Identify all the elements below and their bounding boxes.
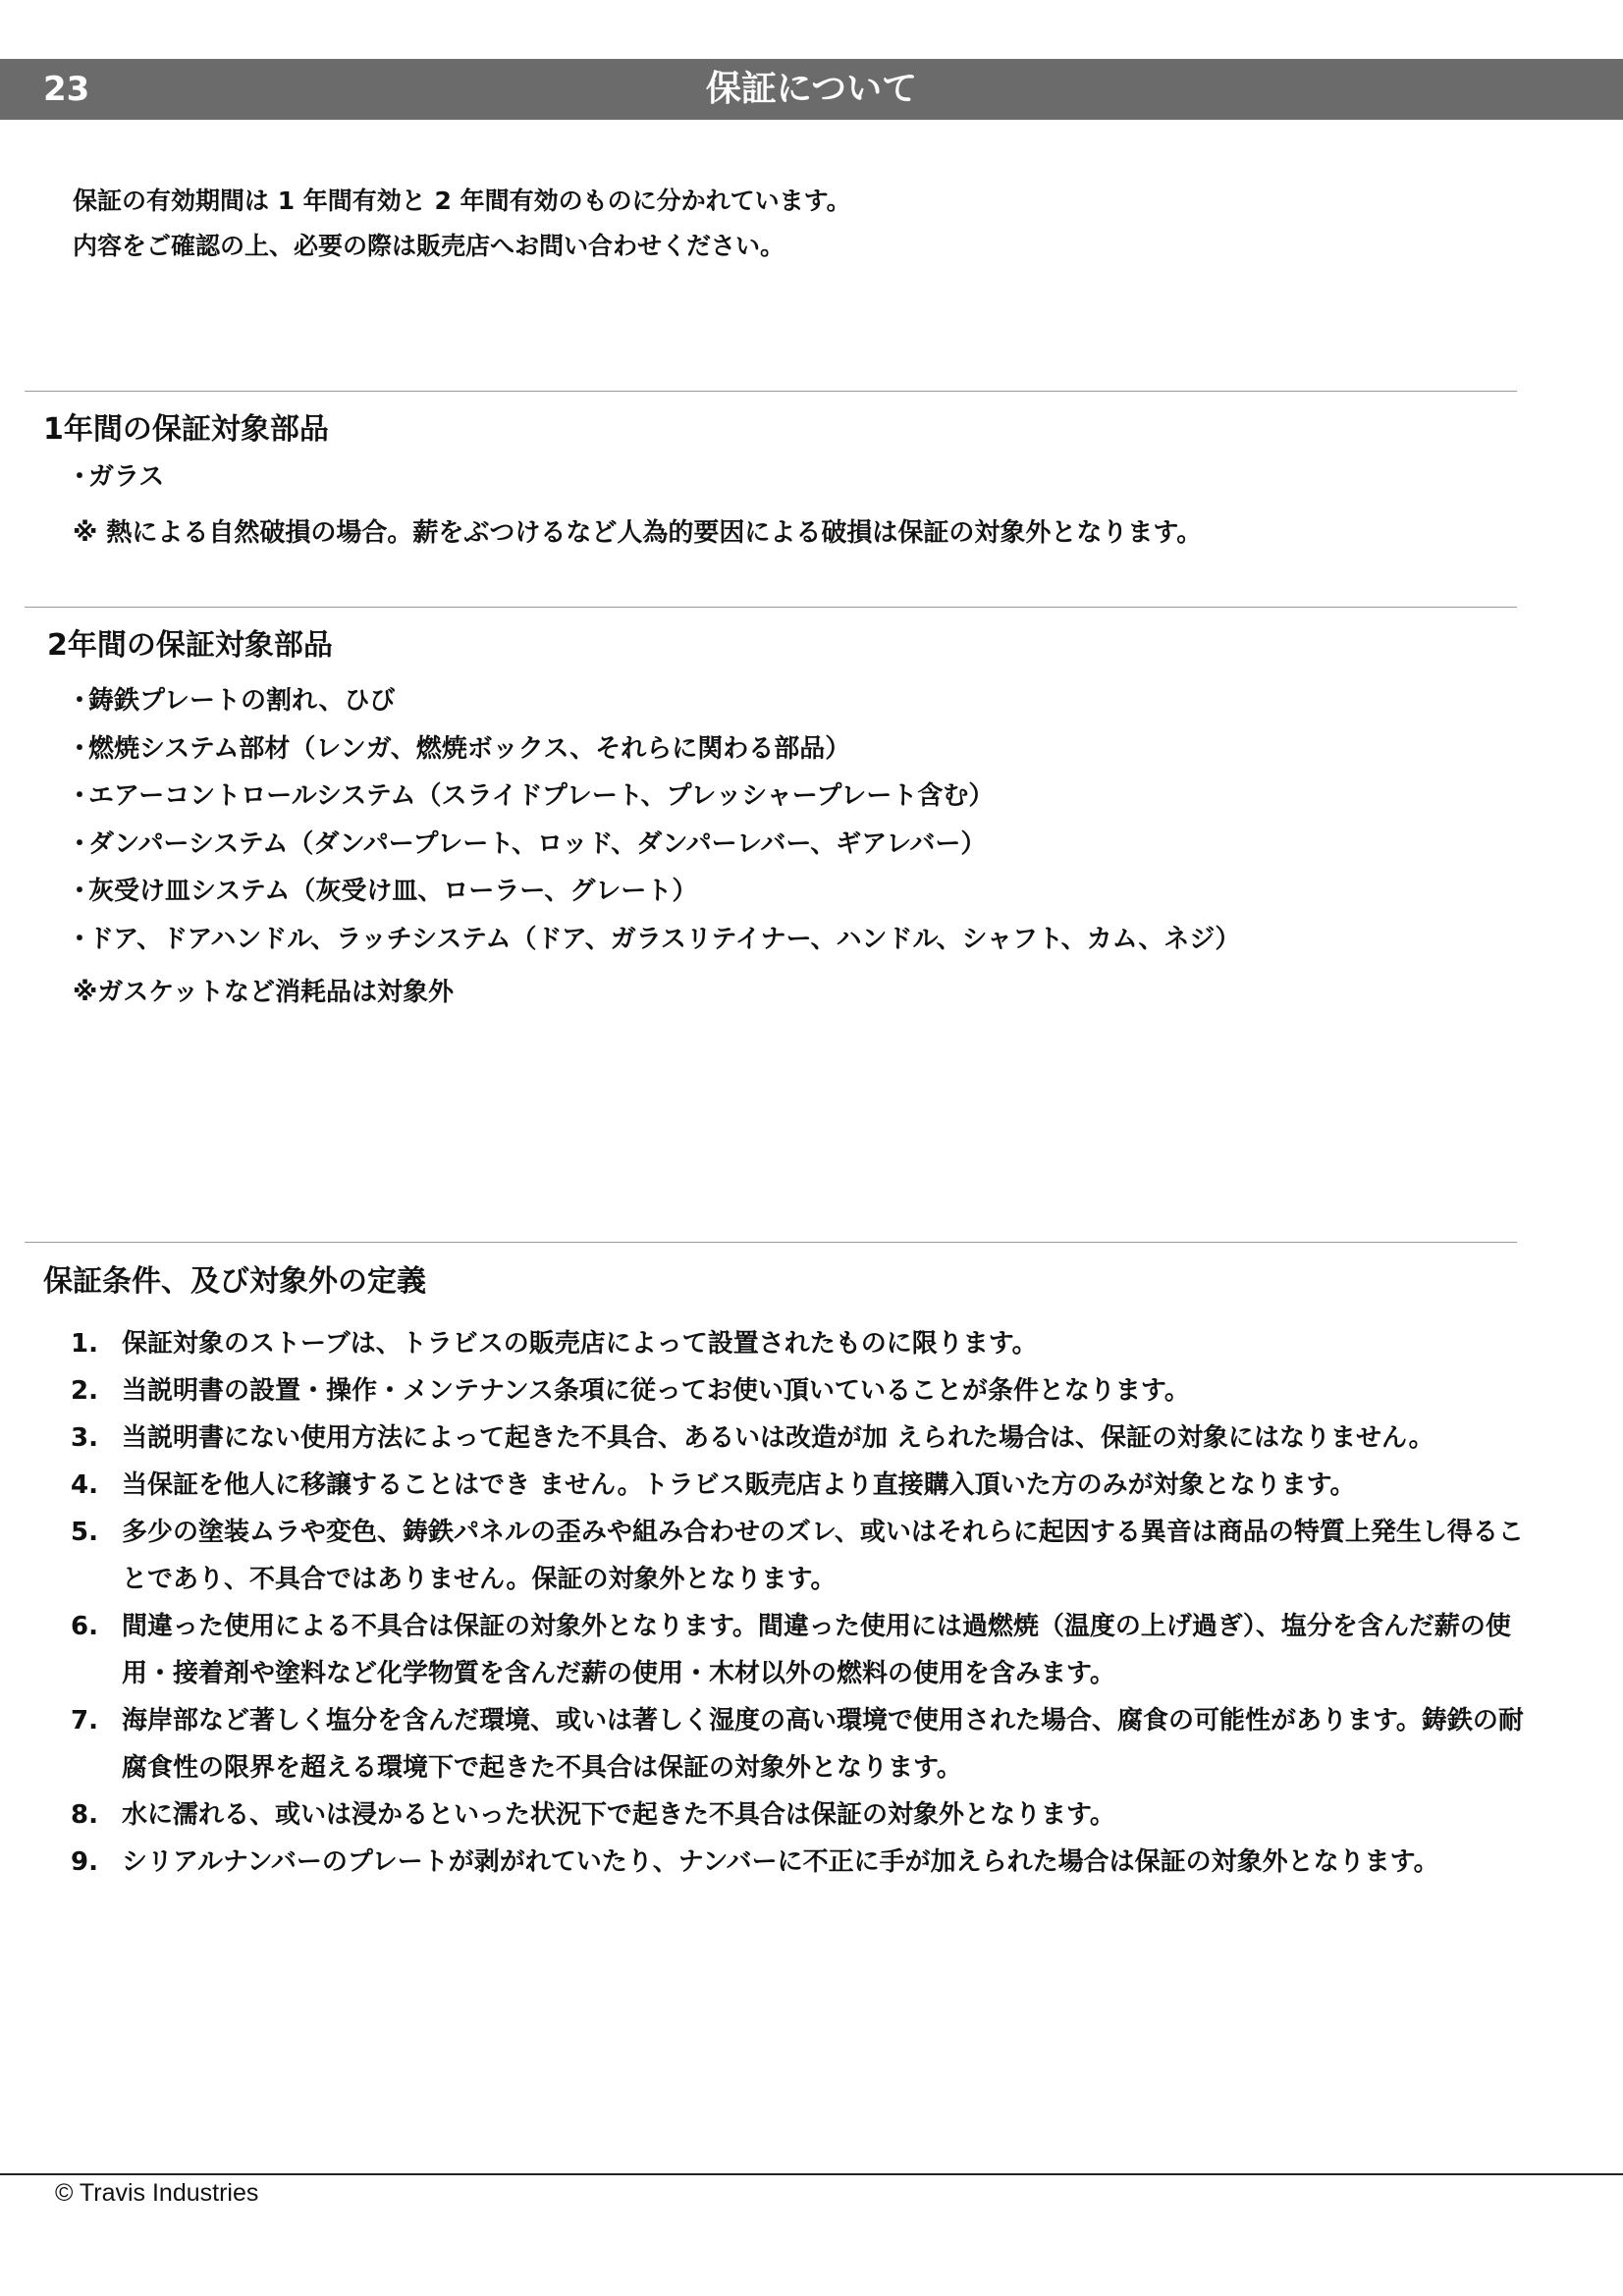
intro-line: 内容をご確認の上、必要の際は販売店へお問い合わせください。	[73, 232, 785, 260]
one-year-note: ※ 熱による自然破損の場合。薪をぶつけるなど人為的要因による破損は保証の対象外となります。	[73, 518, 1203, 548]
condition-item	[71, 1320, 1524, 1367]
condition-item	[71, 1415, 1524, 1462]
list-item: ・ ガラス	[71, 457, 164, 497]
copyright: © Travis Industries	[55, 2179, 259, 2207]
item-number: 8.	[71, 1800, 98, 1830]
item-text: 間違った使用による不具合は保証の対象外となります。間違った使用には過燃焼（温度の上げ過ぎ）、塩分を含んだ薪の使用・接着剤や塗料など化学物質を含んだ薪の使用・木材以外の燃料の使用を含みます。	[122, 1612, 1511, 1688]
item-number: 2.	[71, 1376, 98, 1406]
condition-item	[71, 1697, 1524, 1791]
condition-item	[71, 1462, 1524, 1509]
one-year-list	[71, 457, 164, 497]
item-number: 4.	[71, 1470, 98, 1500]
item-number: 5.	[71, 1518, 98, 1547]
intro-text	[73, 179, 851, 269]
item-number: 9.	[71, 1847, 98, 1877]
item-number: 1.	[71, 1329, 98, 1359]
condition-item	[71, 1509, 1524, 1603]
section-divider	[25, 607, 1517, 608]
item-text: 海岸部など著しく塩分を含んだ環境、或いは著しく湿度の高い環境で使用された場合、腐食の可能性があります。鋳鉄の耐腐食性の限界を超える環境下で起きた不具合は保証の対象外となります。	[122, 1706, 1524, 1783]
conditions-list	[71, 1320, 1524, 1886]
condition-item	[71, 1839, 1524, 1886]
item-number: 6.	[71, 1612, 98, 1641]
item-number: 7.	[71, 1706, 98, 1735]
item-text: 当保証を他人に移譲することはでき ません。トラビス販売店より直接購入頂いた方のみが対象となります。	[122, 1470, 1356, 1500]
conditions-heading: 保証条件、及び対象外の定義	[43, 1264, 426, 1299]
item-text: シリアルナンバーのプレートが剥がれていたり、ナンバーに不正に手が加えられた場合は保証の対象外となります。	[122, 1847, 1439, 1877]
condition-item	[71, 1603, 1524, 1697]
two-year-list	[71, 677, 1240, 963]
list-item: ・ エアーコントロールシステム（スライドプレート、プレッシャープレート含む）	[71, 773, 1240, 821]
list-item: ・ 燃焼システム部材（レンガ、燃焼ボックス、それらに関わる部品）	[71, 725, 1240, 774]
list-item: ・ 灰受け皿システム（灰受け皿、ローラー、グレート）	[71, 868, 1240, 916]
footer-divider	[0, 2173, 1623, 2175]
list-item: ・ ダンパーシステム（ダンパープレート、ロッド、ダンパーレバー、ギアレバー）	[71, 821, 1240, 869]
condition-item	[71, 1791, 1524, 1839]
item-text: 保証対象のストーブは、トラビスの販売店によって設置されたものに限ります。	[122, 1329, 1038, 1359]
section-divider	[25, 1242, 1517, 1243]
item-text: 当説明書の設置・操作・メンテナンス条項に従ってお使い頂いていることが条件となります。	[122, 1376, 1190, 1406]
list-item: ・ ドア、ドアハンドル、ラッチシステム（ドア、ガラスリテイナー、ハンドル、シャフト、カム、ネジ）	[71, 916, 1240, 964]
item-number: 3.	[71, 1423, 98, 1453]
page-number: 23	[43, 70, 90, 109]
one-year-heading: 1年間の保証対象部品	[43, 412, 329, 447]
item-text: 多少の塗装ムラや変色、鋳鉄パネルの歪みや組み合わせのズレ、或いはそれらに起因する異音は商品の特質上発生し得ることであり、不具合ではありません。保証の対象外となります。	[122, 1518, 1524, 1594]
intro-line: 保証の有効期間は 1 年間有効と 2 年間有効のものに分かれています。	[73, 187, 851, 215]
two-year-heading: 2年間の保証対象部品	[47, 628, 333, 663]
page-header	[0, 59, 1623, 120]
section-divider	[25, 391, 1517, 392]
condition-item	[71, 1367, 1524, 1415]
list-item: ・ 鋳鉄プレートの割れ、ひび	[71, 677, 1240, 725]
page-title: 保証について	[705, 69, 918, 109]
two-year-note: ※ガスケットなど消耗品は対象外	[73, 978, 454, 1007]
item-text: 水に濡れる、或いは浸かるといった状況下で起きた不具合は保証の対象外となります。	[122, 1800, 1115, 1830]
item-text: 当説明書にない使用方法によって起きた不具合、あるいは改造が加 えられた場合は、保証の対象にはなりません。	[122, 1423, 1434, 1453]
